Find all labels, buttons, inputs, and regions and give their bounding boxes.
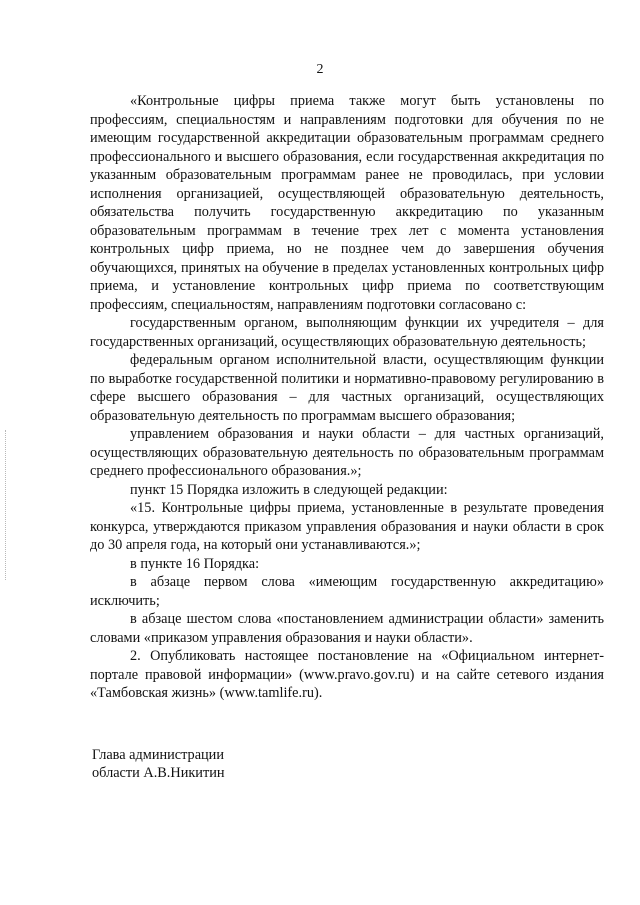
margin-marks xyxy=(5,430,8,580)
paragraph-item-16-first: в абзаце первом слова «имеющим государственную аккредитацию» исключить; xyxy=(90,574,604,609)
paragraph-publication: 2. Опубликовать настоящее постановление на «Официальном интернет-портале правовой информации» (www.pravo.gov.ru) и на сайте сетевого издания «Тамбовская жизнь» (www.tamlife.ru). xyxy=(90,648,604,701)
paragraph-item-15-intro: пункт 15 Порядка изложить в следующей редакции: xyxy=(130,481,448,498)
signature-title: Глава администрации xyxy=(92,747,224,763)
paragraph-regional-body: управлением образования и науки области – для частных организаций, осуществляющих образовательную деятельность по образовательным программам среднего профессионального образования.»; xyxy=(90,426,604,479)
signature-block xyxy=(92,746,225,782)
paragraph-item-16-intro: в пункте 16 Порядка: xyxy=(130,555,260,572)
page-number: 2 xyxy=(316,62,324,77)
paragraph-federal-body: федеральным органом исполнительной власти, осуществляющим функции по выработке государственной политики и нормативно-правовому регулированию в сфере высшего образования – для частных организаций, осуществляющих образовательную деятельность по программам высшего образования; xyxy=(90,352,604,424)
paragraph-item-15-text: «15. Контрольные цифры приема, установленные в результате проведения конкурса, утверждаются приказом управления образования и науки области в срок до 30 апреля года, на который они устанавливаются.»; xyxy=(90,500,604,553)
paragraph-control-figures: «Контрольные цифры приема также могут быть установлены по профессиям, специальностям и направлениям подготовки для обучения по не имеющим государственной аккредитации образовательным программам среднего профессионального и высшего образования, если государственная аккредитация по указанным образовательным программам ранее не проводилась, при условии исполнения организацией, осуществляющей образовательную деятельность, обязательства получить государственную аккредитацию по указанным образовательным программам в течение трех лет с момента установления контрольных цифр приема, но не позднее чем до завершения обучения обучающихся, принятых на обучение в пределах установленных контрольных цифр приема, и установление контрольных цифр приема по соответствующим профессиям, специальностям, направлениям подготовки согласовано с: xyxy=(90,93,604,313)
paragraph-item-16-sixth: в абзаце шестом слова «постановлением администрации области» заменить словами «приказом управления образования и науки области». xyxy=(90,611,604,646)
document-body xyxy=(90,92,604,703)
signature-name: области А.В.Никитин xyxy=(92,765,225,781)
paragraph-state-body: государственным органом, выполняющим функции их учредителя – для государственных организаций, осуществляющих образовательную деятельность; xyxy=(90,315,604,350)
